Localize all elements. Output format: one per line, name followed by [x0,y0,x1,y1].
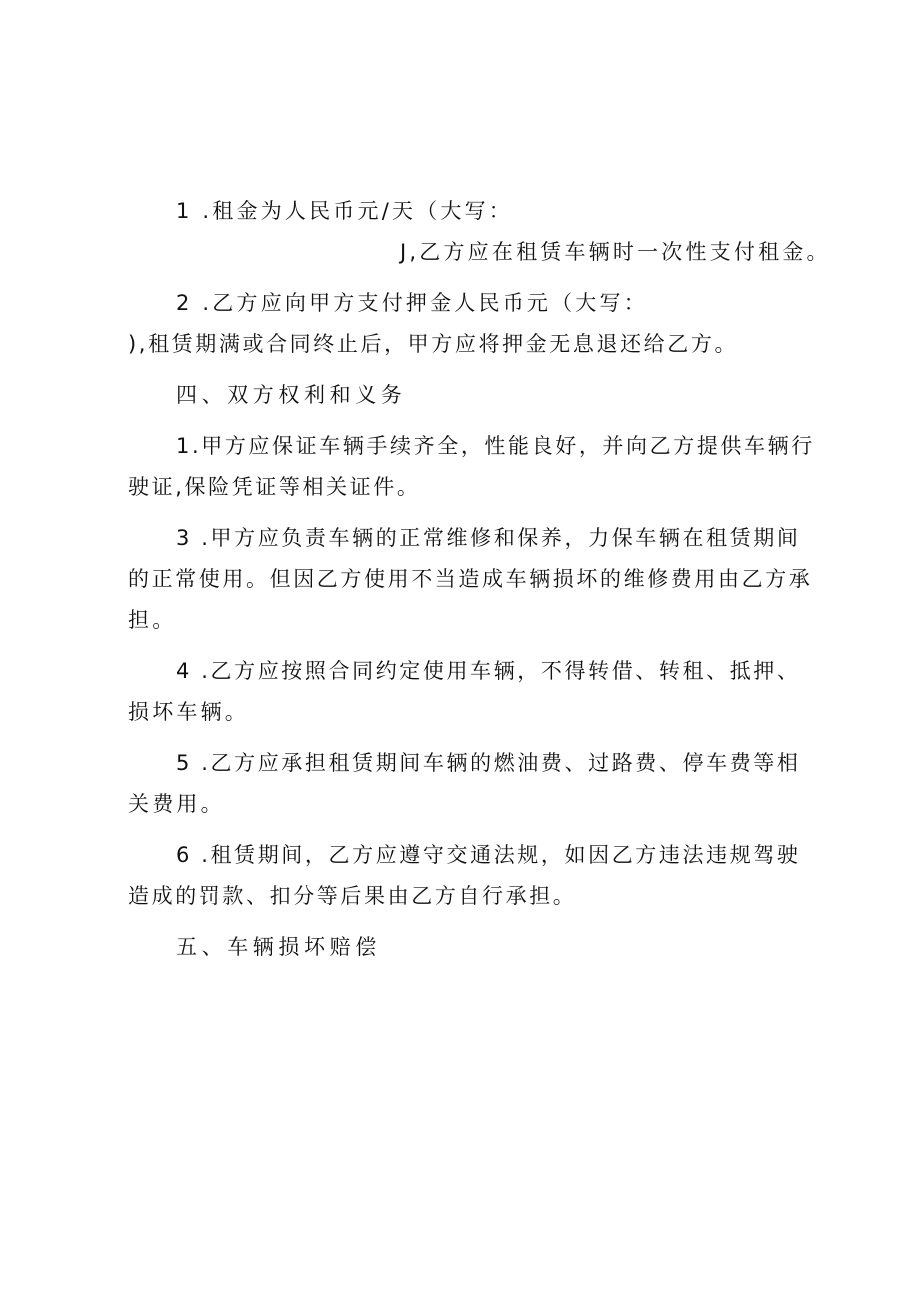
clause-lessee-costs: 5 .乙方应承担租赁期间车辆的燃油费、过路费、停车费等相 [176,751,801,775]
clause-traffic-rules: 6 .租赁期间，乙方应遵守交通法规，如因乙方违法违规驾驶 [176,843,801,867]
clause-lessee-costs-cont: 关费用。 [128,792,225,816]
clause-lessor-documents-cont: 驶证,保险凭证等相关证件。 [128,475,421,499]
clause-lessor-documents: 1.甲方应保证车辆手续齐全，性能良好，并向乙方提供车辆行 [176,434,815,458]
clause-lessor-maintenance-end: 担。 [128,608,177,632]
clause-lessor-maintenance: 3 .甲方应负责车辆的正常维修和保养，力保车辆在租赁期间 [176,526,801,550]
clause-lessee-usage: 4 .乙方应按照合同约定使用车辆，不得转借、转租、抵押、 [176,659,801,683]
section-heading-rights-obligations: 四、双方权利和义务 [176,383,407,407]
section-heading-damage-compensation: 五、车辆损坏赔偿 [176,935,381,959]
clause-traffic-rules-cont: 造成的罚款、扣分等后果由乙方自行承担。 [128,884,577,908]
clause-rent-payment: J,乙方应在租赁车辆时一次性支付租金。 [400,240,831,264]
clause-deposit-refund: ),租赁期满或合同终止后，甲方应将押金无息退还给乙方。 [128,332,739,356]
clause-rent-amount: 1 .租金为人民币元/天（大写： [176,199,513,223]
clause-lessee-usage-cont: 损坏车辆。 [128,700,249,724]
clause-lessor-maintenance-cont: 的正常使用。但因乙方使用不当造成车辆损坏的维修费用由乙方承 [128,567,813,591]
clause-deposit-amount: 2 .乙方应向甲方支付押金人民币元（大写： [176,291,648,315]
